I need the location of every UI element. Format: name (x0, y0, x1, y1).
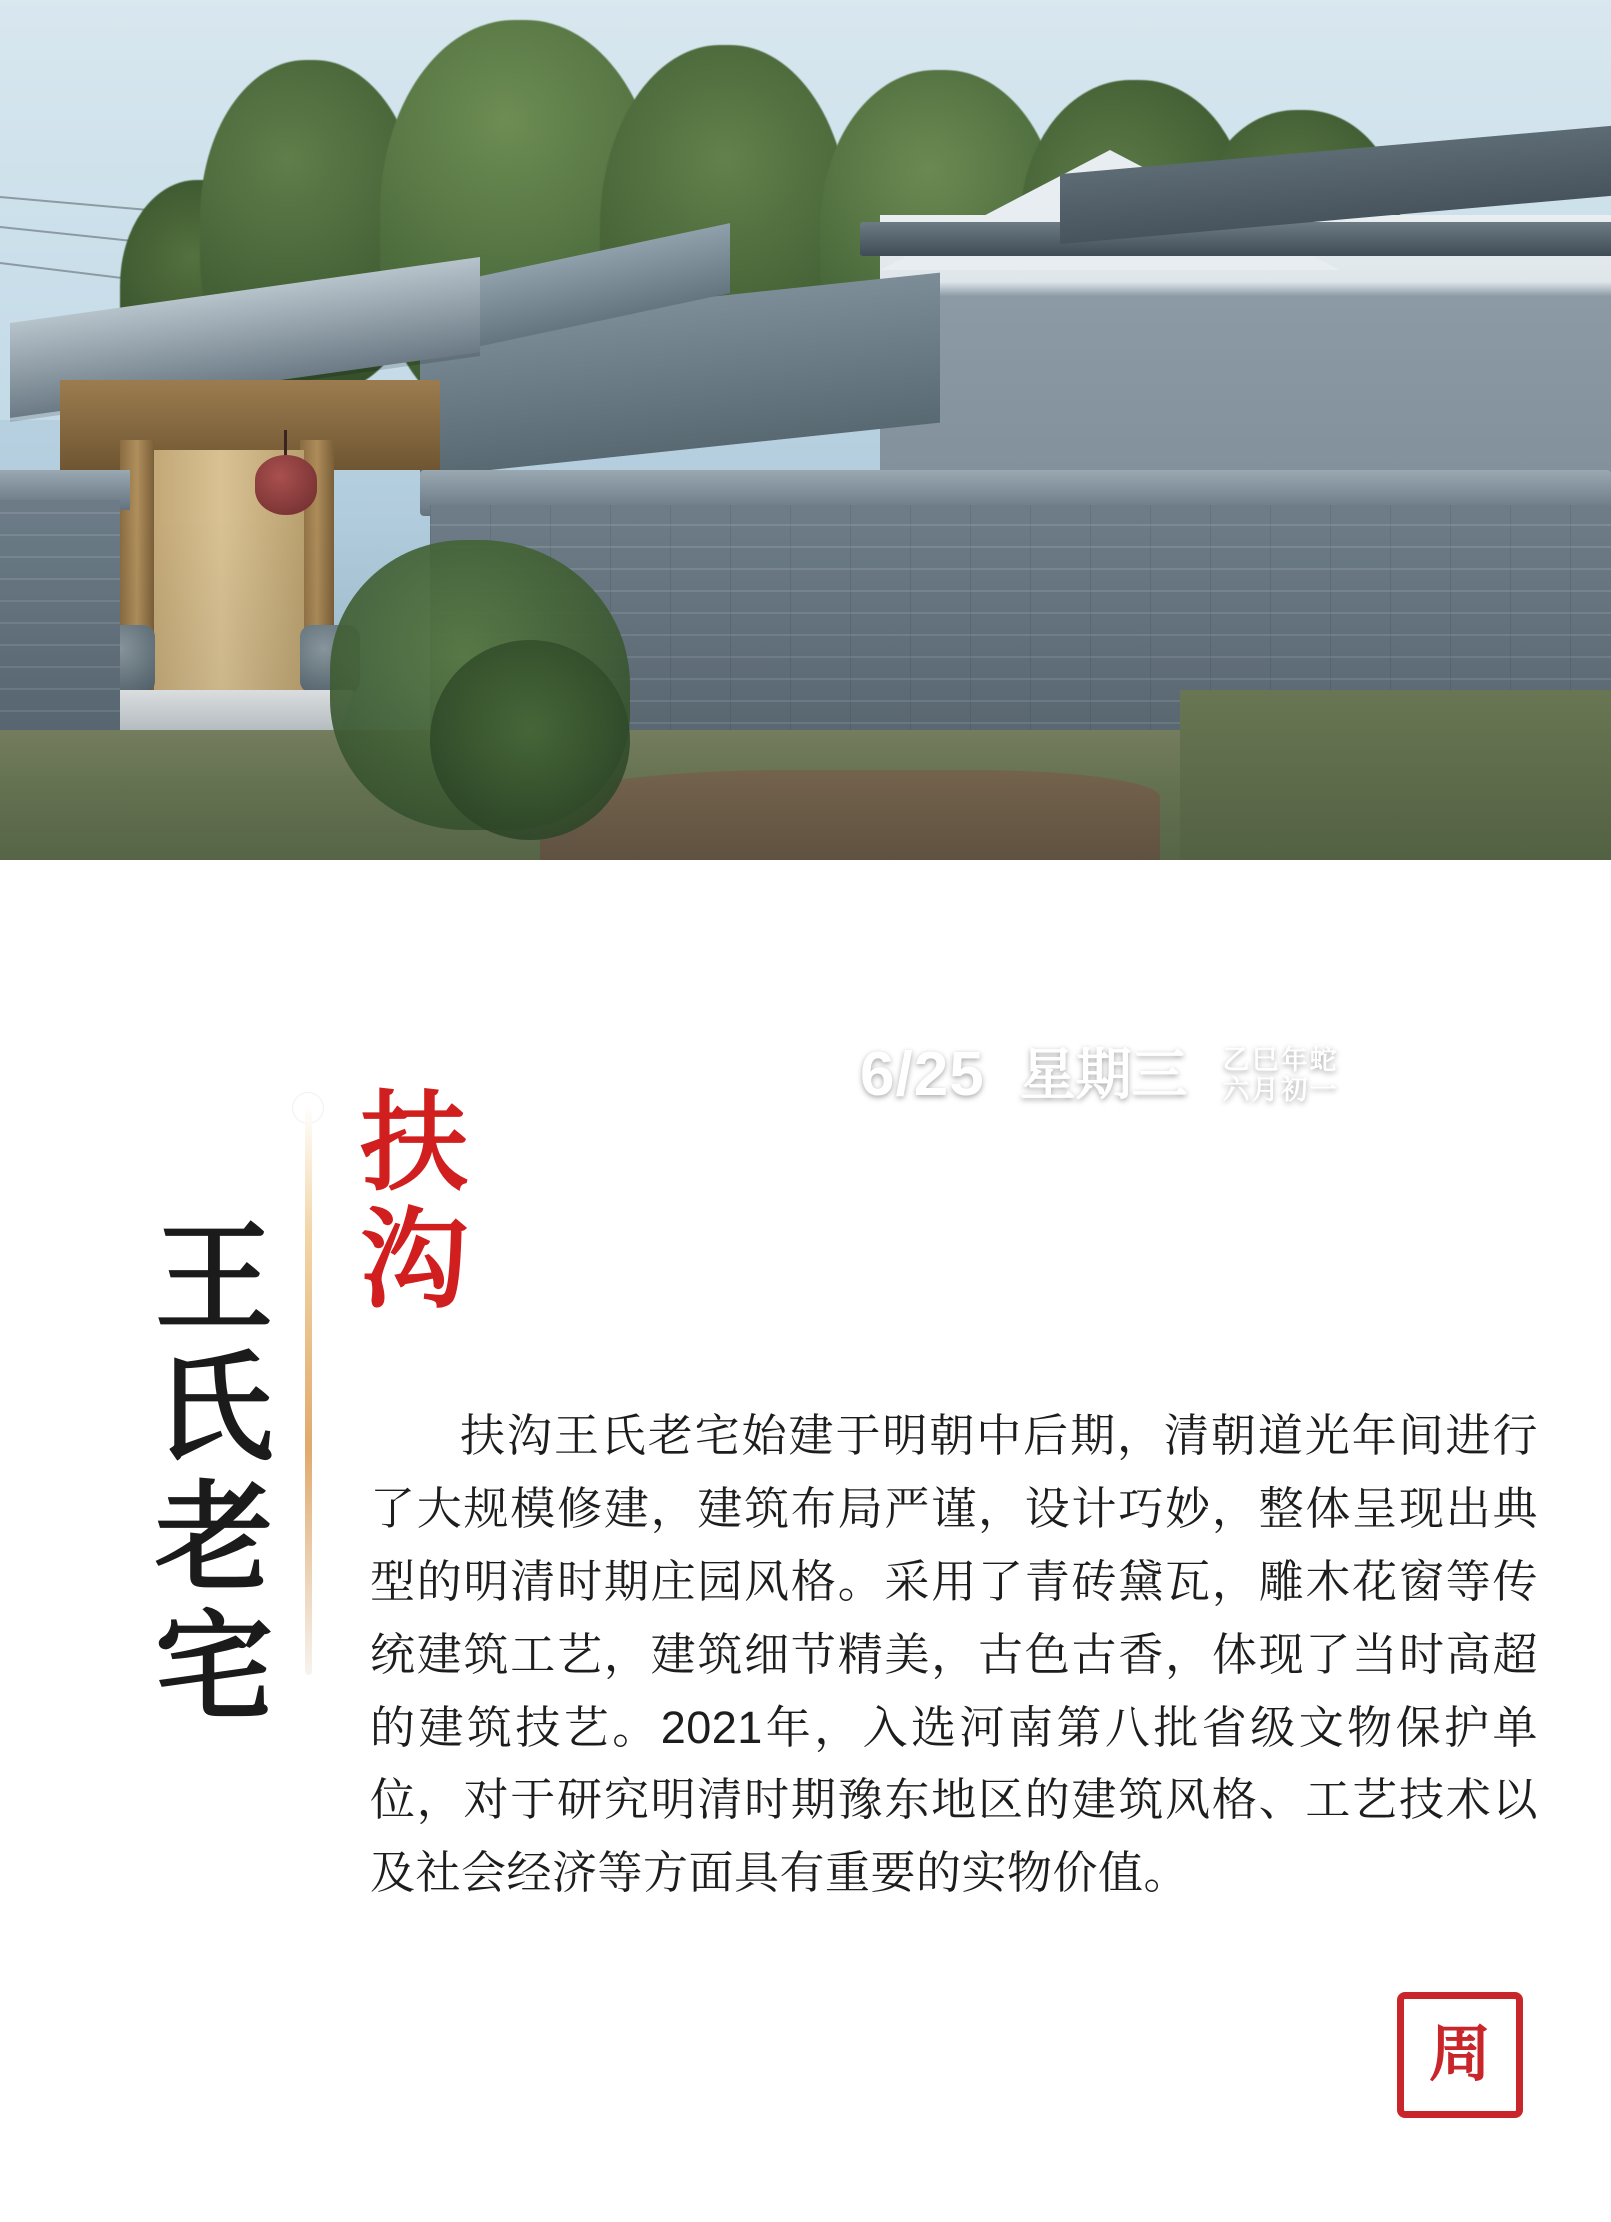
title-char-2: 氏 (154, 1342, 275, 1475)
seal-stamp: 周 (1397, 1992, 1523, 2118)
hero-photo (0, 0, 1611, 860)
county-char-1: 扶 (360, 1082, 471, 1203)
date-bar (860, 1040, 1339, 1109)
date-day: 6/25 (860, 1040, 985, 1109)
photo-vignette (0, 0, 1611, 860)
body-paragraph: 扶沟王氏老宅始建于明朝中后期，清朝道光年间进行了大规模修建，建筑布局严谨，设计巧妙，整体呈现出典型的明清时期庄园风格。采用了青砖黛瓦，雕木花窗等传统建筑工艺，建筑细节精美，古色古香，体现了当时高超的建筑技艺。2021年，入选河南第八批省级文物保护单位，对于研究明清时期豫东地区的建筑风格、工艺技术以及社会经济等方面具有重要的实物价值。 (370, 1410, 1538, 1899)
date-divider-2 (1204, 1045, 1207, 1105)
lunar-year: 乙巳年蛇 (1222, 1044, 1339, 1075)
accent-rule (305, 1105, 312, 1675)
page-title (150, 1215, 280, 1734)
title-char-4: 宅 (154, 1602, 275, 1735)
date-divider-1 (1001, 1045, 1004, 1105)
county-char-2: 沟 (360, 1198, 471, 1320)
title-char-1: 王 (154, 1213, 275, 1345)
county-name (360, 1082, 520, 1320)
lunar-date (1223, 1045, 1339, 1105)
title-char-3: 老 (154, 1472, 275, 1605)
lunar-day: 六月初一 (1222, 1075, 1339, 1105)
date-weekday: 星期三 (1019, 1043, 1188, 1106)
